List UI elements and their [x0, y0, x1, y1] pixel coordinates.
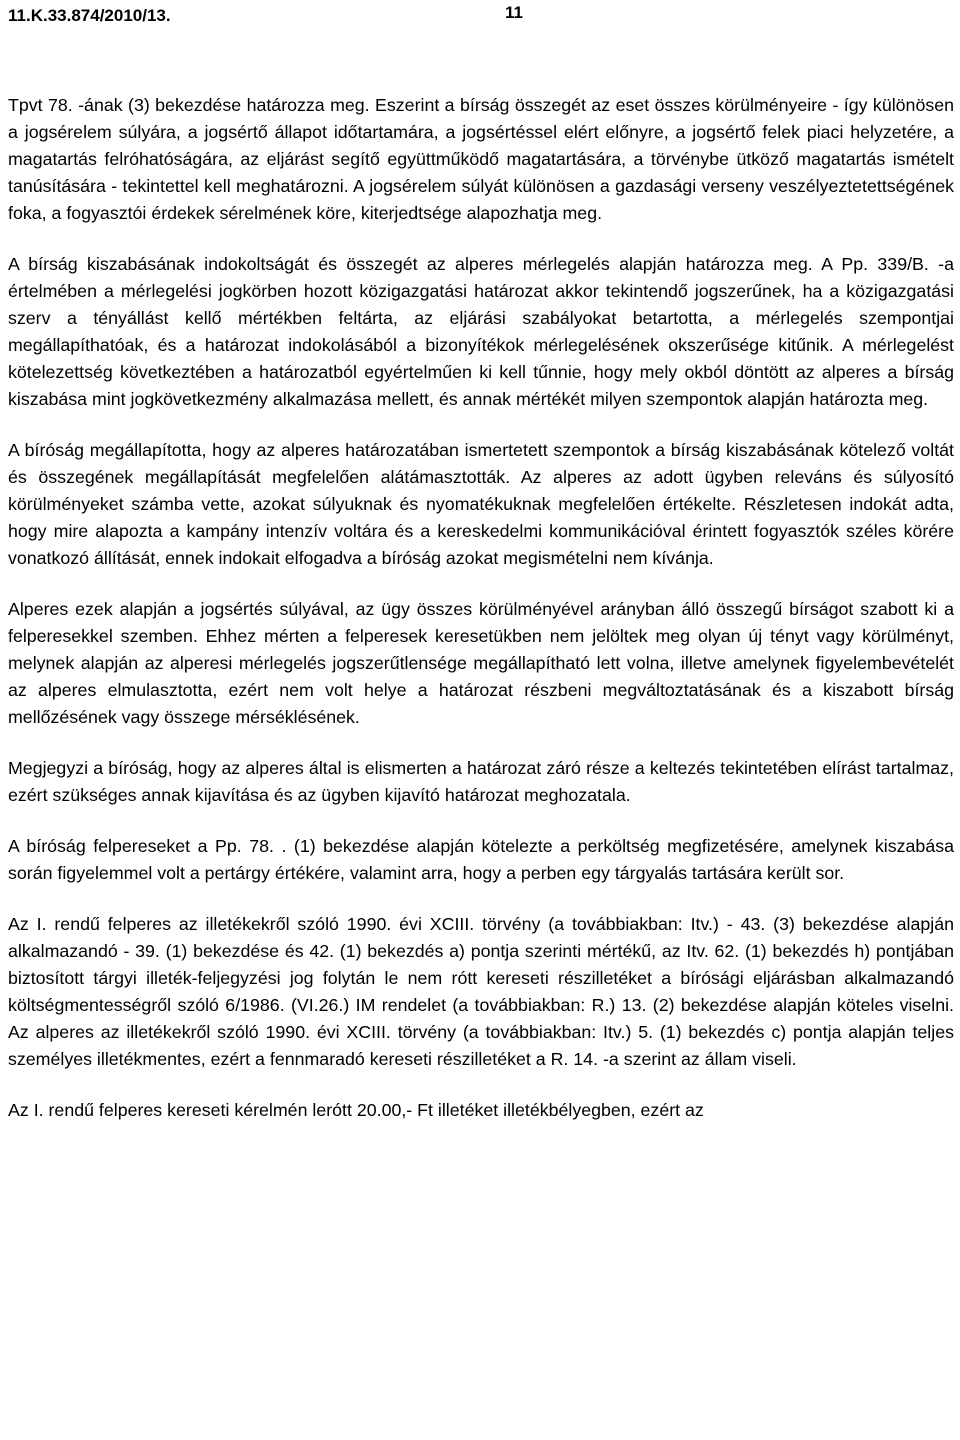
paragraph-proportionate-fine: Alperes ezek alapján a jogsértés súlyával, az ügy összes körülményével arányban álló összegű bírságot szabott ki a felperesekkel szemben. Ehhez mérten a felperesek keresetükben nem jelöltek meg olyan új tényt vagy körülményt, melynek alapján az alperesi mérlegelés jogszerűtlensége megállapítható lett volna, illetve amelynek figyelembevételét az alperes elmulasztotta, ezért nem volt helye a határozat részbeni megváltoztatásának és a kiszabott bírság mellőzésének vagy összege mérséklésének. — [8, 599, 954, 727]
paragraph-stamp-duty: Az I. rendű felperes kereseti kérelmén lerótt 20.00,- Ft illetéket illetékbélyegben, ezért az — [8, 1100, 704, 1120]
paragraph-penalty-criteria: Tpvt 78. -ának (3) bekezdése határozza meg. Eszerint a bírság összegét az eset összes körülményeire - így különösen a jogsérelem súlyára, a jogsértő állapot időtartamára, a jogsértéssel elért előnyre, a jogsértő felek piaci helyzetére, a magatartás felróhatóságára, az eljárást segítő együttműködő magatartására, a törvénybe ütköző magatartás ismételt tanúsítására - tekintettel kell meghatározni. A jogsérelem súlyát különösen a gazdasági verseny veszélyeztetettségének foka, a fogyasztói érdekek sérelmének köre, kiterjedtsége alapozhatja meg. — [8, 95, 954, 223]
paragraph-duty-fees: Az I. rendű felperes az illetékekről szóló 1990. évi XCIII. törvény (a továbbiakban: Itv.) - 43. (3) bekezdése alapján alkalmazandó - 39. (1) bekezdése és 42. (1) bekezdés a) pontja szerinti mértékű, az Itv. 62. (1) bekezdés h) pontjában biztosított tárgyi illeték-feljegyzési jog folytán le nem rótt kereseti részilletéket a bírósági eljárásban alkalmazandó költségmentességről szóló 6/1986. (VI.26.) IM rendelet (a továbbiakban: R.) 13. (2) bekezdése alapján köteles viselni. Az alperes az illetékekről szóló 1990. évi XCIII. törvény (a továbbiakban: Itv.) 5. (1) bekezdés c) pontja alapján teljes személyes illetékmentes, ezért a fennmaradó kereseti részilletéket a R. 14. -a szerint az állam viseli. — [8, 914, 954, 1069]
page-header — [8, 0, 952, 30]
paragraph-correction-note: Megjegyzi a bíróság, hogy az alperes által is elismerten a határozat záró része a keltezés tekintetében elírást tartalmaz, ezért szükséges annak kijavítása és az ügyben kijavító határozat meghozatala. — [8, 758, 954, 805]
page-number: 11 — [505, 3, 523, 22]
paragraph-discretion: A bírság kiszabásának indokoltságát és összegét az alperes mérlegelés alapján határozza meg. A Pp. 339/B. -a értelmében a mérlegelési jogkörben hozott közigazgatási határozat akkor tekintendő jogszerűnek, ha a közigazgatási szerv a tényállást kellő mértékben feltárta, az eljárási szabályokat betartotta, a mérlegelés szempontjai megállapíthatóak, és a határozat indokolásából a bizonyítékok mérlegelésének okszerűsége kitűnik. A mérlegelést kötelezettség következtében a határozatból egyértelműen ki kell tűnnie, hogy mely okból döntött az alperes a bírság kiszabása mint jogkövetkezmény alkalmazása mellett, és annak mértékét milyen szempontok alapján határozta meg. — [8, 254, 954, 409]
paragraph-court-finding: A bíróság megállapította, hogy az alperes határozatában ismertetett szempontok a bírság kiszabásának kötelező voltát és összegének megállapítását megfelelően alátámasztották. Az alperes az adott ügyben releváns és súlyosító körülményeket számba vette, azokat súlyuknak és nyomatékuknak megfelelően értékelte. Részletesen indokát adta, hogy mire alapozta a kampány intenzív voltára és a kereskedelmi kommunikációval érintett fogyasztók széles körére vonatkozó állítását, ennek indokait elfogadva a bíróság azokat megismételni nem kívánja. — [8, 440, 954, 568]
case-number: 11.K.33.874/2010/13. — [8, 6, 171, 25]
paragraph-litigation-costs: A bíróság felpereseket a Pp. 78. . (1) bekezdése alapján kötelezte a perköltség megfizetésére, amelynek kiszabása során figyelemmel volt a pertárgy értékére, valamint arra, hogy a perben egy tárgyalás tartására került sor. — [8, 836, 954, 883]
document-body — [8, 92, 954, 1148]
